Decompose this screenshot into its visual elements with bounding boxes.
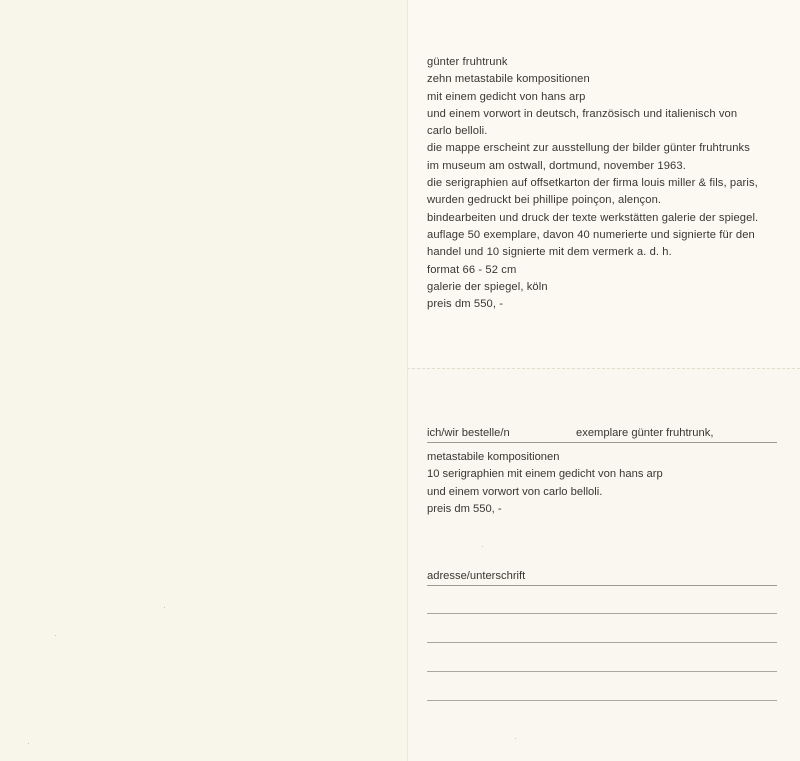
colophon-line: carlo belloli. [427, 125, 488, 138]
address-label: adresse/unterschrift [427, 570, 526, 582]
colophon-line: und einem vorwort in deutsch, französisch und italienisch von [427, 107, 738, 120]
colophon-line: mit einem gedicht von hans arp [427, 90, 586, 103]
paper-speck [164, 607, 165, 608]
order-line: metastabile kompositionen [427, 451, 560, 463]
colophon-line: wurden gedruckt bei phillipe poinçon, alençon. [427, 194, 662, 207]
perforation-line [407, 368, 800, 369]
colophon-line: galerie der spiegel, köln [427, 280, 548, 293]
colophon-line: auflage 50 exemplare, davon 40 numerierte und signierte für den [427, 228, 755, 241]
vertical-fold-line [407, 0, 408, 761]
order-description [427, 449, 777, 518]
address-line[interactable] [427, 642, 777, 643]
order-line: und einem vorwort von carlo belloli. [427, 485, 603, 498]
colophon-text [427, 54, 787, 313]
colophon-line: die mappe erscheint zur ausstellung der bilder günter fruhtrunks [427, 142, 750, 155]
order-label: ich/wir bestelle/n [427, 427, 510, 439]
address-line[interactable] [427, 671, 777, 672]
colophon-line: zehn metastabile kompositionen [427, 73, 590, 86]
address-line[interactable] [427, 613, 777, 614]
address-section [427, 569, 777, 586]
order-quantity-field[interactable] [427, 426, 777, 443]
colophon-line: handel und 10 signierte mit dem vermerk a. d. h. [427, 246, 672, 259]
order-line: 10 serigraphien mit einem gedicht von hans arp [427, 468, 663, 481]
paper-speck [482, 546, 483, 547]
colophon-line: die serigraphien auf offsetkarton der firma louis miller & fils, paris, [427, 177, 758, 190]
colophon-line: preis dm 550, - [427, 298, 504, 311]
paper-speck [28, 743, 29, 744]
paper-speck [515, 738, 516, 739]
paper-speck [55, 635, 56, 636]
order-form [427, 426, 777, 518]
address-signature-field[interactable] [427, 569, 777, 586]
colophon-line: im museum am ostwall, dortmund, november 1963. [427, 159, 686, 172]
colophon-line: bindearbeiten und druck der texte werkstätten galerie der spiegel. [427, 211, 759, 224]
colophon-line: günter fruhtrunk [427, 56, 508, 68]
order-suffix: exemplare günter fruhtrunk, [576, 427, 714, 439]
order-line: preis dm 550, - [427, 502, 502, 515]
colophon-line: format 66 - 52 cm [427, 263, 517, 276]
address-line[interactable] [427, 700, 777, 701]
